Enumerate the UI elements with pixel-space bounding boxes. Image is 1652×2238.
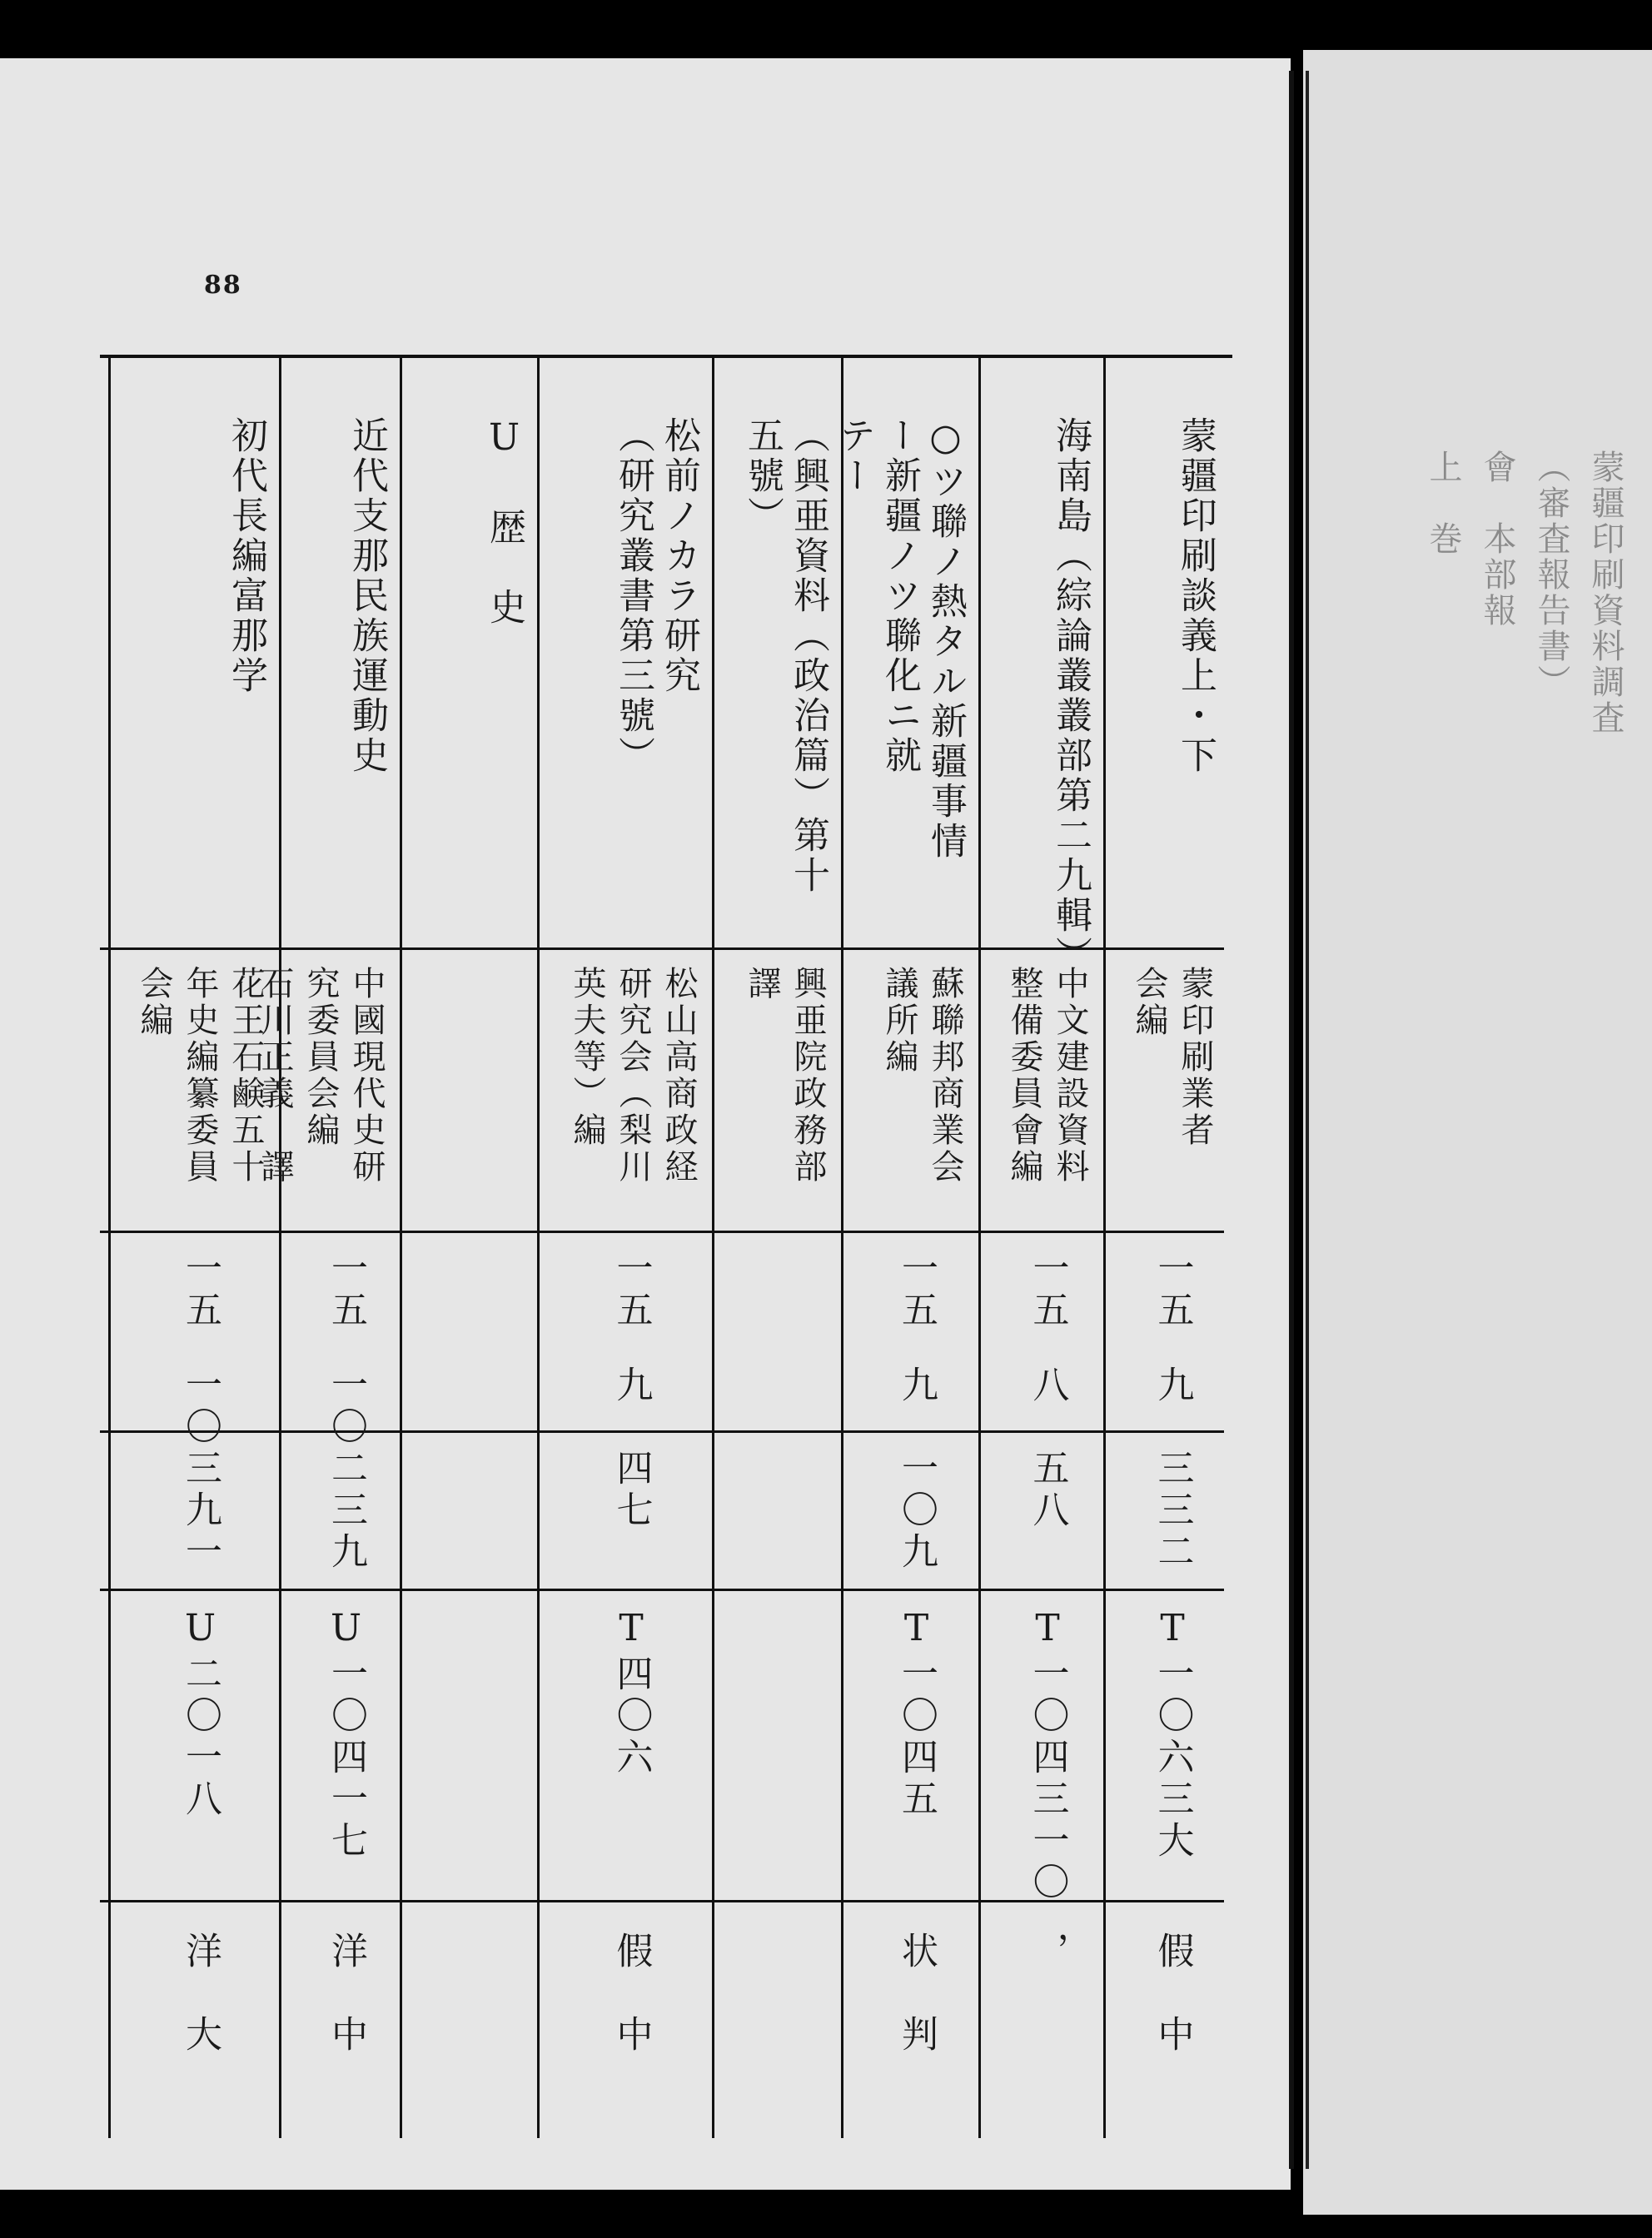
entry-year: 九 bbox=[610, 1365, 653, 1407]
entry-title: （興亜資料（政治篇）第十 bbox=[787, 416, 829, 896]
entry-title: 五號） bbox=[741, 416, 784, 536]
entry-title: 海南島（綜論叢叢部第二九輯） bbox=[1049, 416, 1092, 976]
column-rule bbox=[978, 356, 981, 2138]
entry-size: 一五 bbox=[895, 1249, 938, 1332]
entry-code: T四〇六 bbox=[610, 1607, 653, 1779]
entry-author: 中國現代史研 bbox=[347, 966, 386, 1186]
entry-lang: 中 bbox=[1151, 2015, 1194, 2056]
page-number: 88 bbox=[204, 271, 242, 300]
entry-lang: 中 bbox=[325, 2015, 367, 2056]
entry-pages: 三九一 bbox=[179, 1449, 221, 1574]
entry-author: 松山高商政経 bbox=[659, 966, 698, 1186]
entry-year: 一〇 bbox=[179, 1365, 221, 1449]
entry-author: 蒙印刷業者 bbox=[1176, 966, 1214, 1149]
column-rule bbox=[712, 356, 714, 2138]
faint-line: 會 本部報 bbox=[1478, 450, 1516, 629]
entry-author: 興亜院政務部 bbox=[789, 966, 827, 1186]
entry-code: T一〇四三一〇 bbox=[1026, 1607, 1069, 1904]
faint-line: 蒙疆印刷資料調査 bbox=[1586, 450, 1625, 736]
entry-title: ー新疆ノツ聯化ニ就 bbox=[878, 416, 921, 776]
entry-title: テー bbox=[833, 416, 875, 496]
entry-author: 英夫等）編 bbox=[568, 966, 606, 1149]
entry-author: 譯 bbox=[743, 966, 781, 1002]
entry-size: 一五 bbox=[179, 1249, 221, 1332]
row-rule-4 bbox=[100, 1589, 1224, 1591]
column-rule bbox=[400, 356, 402, 2138]
entry-lang: 大 bbox=[179, 2015, 221, 2056]
entry-binding: ， bbox=[1026, 1932, 1069, 1973]
entry-code: U一〇四一七 bbox=[325, 1607, 367, 1863]
column-rule bbox=[279, 356, 281, 2138]
entry-author: 整備委員會編 bbox=[1005, 966, 1043, 1186]
entry-pages: 三三二 bbox=[1151, 1449, 1194, 1574]
entry-year: 八 bbox=[1026, 1365, 1069, 1407]
column-rule bbox=[841, 356, 843, 2138]
entry-size: 一五 bbox=[610, 1249, 653, 1332]
entry-author: 会編 bbox=[135, 966, 173, 1039]
entry-pages: 一〇九 bbox=[895, 1449, 938, 1574]
entry-code: T一〇四五 bbox=[895, 1607, 938, 1821]
entry-binding: 假 bbox=[1151, 1932, 1194, 1973]
row-rule-3 bbox=[100, 1430, 1224, 1433]
adjacent-page bbox=[1303, 50, 1652, 2215]
column-rule bbox=[108, 356, 111, 2138]
entry-author: 中文建設資料 bbox=[1051, 966, 1089, 1186]
entry-binding: 假 bbox=[610, 1932, 653, 1973]
entry-title: U 歴 史 bbox=[483, 416, 525, 628]
entry-lang: 中 bbox=[610, 2015, 653, 2056]
entry-author: 会編 bbox=[1130, 966, 1168, 1039]
entry-title: 近代支那民族運動史 bbox=[346, 416, 388, 776]
entry-year: 九 bbox=[895, 1365, 938, 1407]
entry-pages: 二三九 bbox=[325, 1449, 367, 1574]
entry-author: 蘇聯邦商業会 bbox=[926, 966, 964, 1186]
entry-author: 研究会（梨川 bbox=[614, 966, 652, 1186]
entry-code: U二〇一八 bbox=[179, 1607, 221, 1821]
entry-lang: 判 bbox=[895, 2015, 938, 2056]
entry-year: 九 bbox=[1151, 1365, 1194, 1407]
column-rule bbox=[1103, 356, 1106, 2138]
entry-binding: 洋 bbox=[179, 1932, 221, 1973]
entry-code: T一〇六三大 bbox=[1151, 1607, 1194, 1863]
table-top-rule bbox=[100, 355, 1232, 358]
page-edge-line bbox=[1306, 71, 1309, 2169]
column-rule bbox=[537, 356, 540, 2138]
entry-size: 一五 bbox=[325, 1249, 367, 1332]
entry-title: 松前ノカラ研究 bbox=[658, 416, 700, 696]
entry-author: 究委員会編 bbox=[301, 966, 340, 1149]
page-gutter-line bbox=[1289, 71, 1294, 2169]
row-rule-2 bbox=[100, 1231, 1224, 1233]
entry-title: 蒙疆印刷談義上・下 bbox=[1174, 416, 1217, 776]
entry-author: 花王石鹸五十 bbox=[226, 966, 265, 1186]
entry-binding: 洋 bbox=[325, 1932, 367, 1973]
entry-size: 一五 bbox=[1026, 1249, 1069, 1332]
entry-title: 初代長編富那学 bbox=[225, 416, 267, 696]
entry-author: 年史編纂委員 bbox=[181, 966, 219, 1186]
entry-pages: 四七 bbox=[610, 1449, 653, 1532]
entry-title: （研究叢書第三號） bbox=[612, 416, 654, 776]
entry-binding: 状 bbox=[895, 1932, 938, 1973]
entry-year: 一〇 bbox=[325, 1365, 367, 1449]
entry-author: 議所編 bbox=[880, 966, 918, 1076]
entry-title: ○ツ聯ノ熱タル新疆事情 bbox=[924, 416, 967, 862]
entry-pages: 五八 bbox=[1026, 1449, 1069, 1532]
faint-line: 上 巻 bbox=[1424, 450, 1462, 557]
entry-author: 石川正義 譯 bbox=[256, 966, 294, 1186]
faint-line: （審査報告書） bbox=[1532, 450, 1570, 700]
entry-size: 一五 bbox=[1151, 1249, 1194, 1332]
